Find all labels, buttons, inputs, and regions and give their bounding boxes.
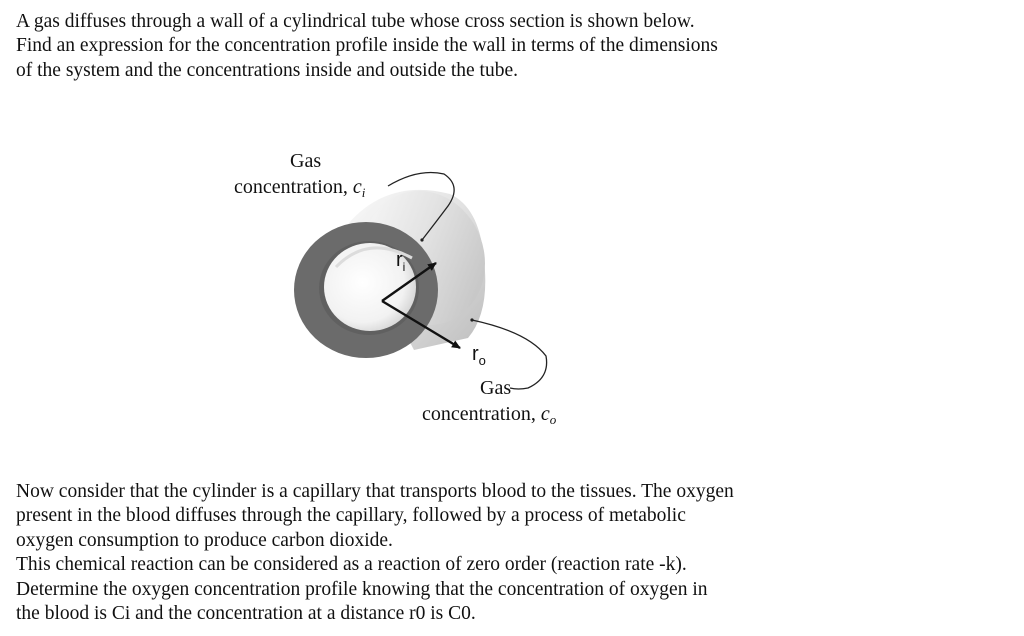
followup-line-5: Determine the oxygen concentration profile knowing that the concentration of oxygen in	[16, 578, 708, 600]
problem-statement-intro	[16, 10, 718, 83]
inner-radius-label: $r_i$	[396, 249, 406, 274]
intro-line-2: Find an expression for the concentration profile inside the wall in terms of the dimensions	[16, 35, 718, 57]
tube-diagram	[228, 142, 600, 442]
problem-statement-followup	[16, 480, 734, 626]
outer-gas-label: Gas	[480, 377, 512, 399]
outer-concentration-label: concentration, $c_o$	[422, 403, 557, 427]
followup-line-3: oxygen consumption to produce carbon dioxide.	[16, 529, 393, 551]
inner-gas-label: Gas	[290, 150, 322, 172]
followup-line-1: Now consider that the cylinder is a capillary that transports blood to the tissues. The oxygen	[16, 481, 734, 502]
intro-line-3: of the system and the concentrations inside and outside the tube.	[16, 59, 519, 81]
followup-line-4: This chemical reaction can be considered as a reaction of zero order (reaction rate -k).	[16, 554, 687, 576]
intro-line-1: A gas diffuses through a wall of a cylindrical tube whose cross section is shown below.	[16, 11, 695, 32]
inner-concentration-label: concentration, $c_i$	[234, 176, 366, 200]
cylindrical-tube-cross-section-figure	[228, 142, 600, 442]
followup-line-2: present in the blood diffuses through the capillary, followed by a process of metabolic	[16, 505, 686, 527]
outer-radius-label: $r_o$	[472, 343, 486, 368]
followup-line-6: the blood is Ci and the concentration at a distance r0 is C0.	[16, 603, 476, 625]
